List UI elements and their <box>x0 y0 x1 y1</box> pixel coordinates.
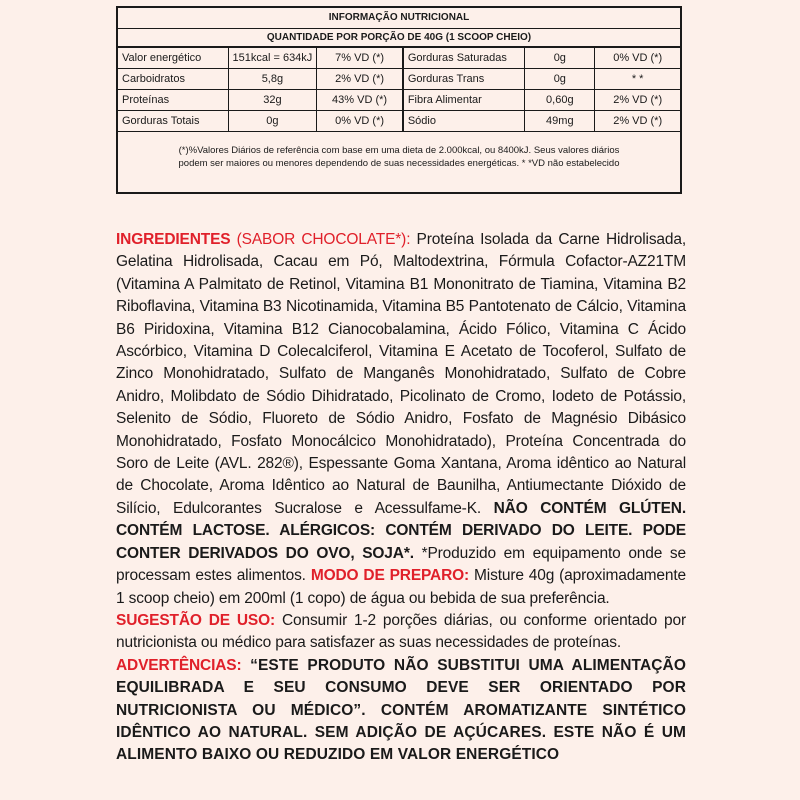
equipment-note: *Produzido em equipamento onde se processam estes alimentos. <box>116 544 686 585</box>
nutrient-amount: 0g <box>525 69 595 90</box>
suggestion-text: Consumir 1-2 porções diárias, ou conforme orientado por nutricionista ou médico para satisfazer as suas necessidades de proteínas. <box>116 611 686 652</box>
nutrient-name: Sódio <box>403 111 525 132</box>
nutrient-daily-value: 2% VD (*) <box>595 90 680 111</box>
nutrition-title: INFORMAÇÃO NUTRICIONAL <box>118 8 680 29</box>
nutrient-amount: 0g <box>228 111 317 132</box>
nutrient-amount: 0g <box>525 48 595 69</box>
nutrient-daily-value: 0% VD (*) <box>317 111 403 132</box>
nutrient-daily-value: 2% VD (*) <box>595 111 680 132</box>
nutrient-daily-value: 0% VD (*) <box>595 48 680 69</box>
footnote-line: (*)%Valores Diários de referência com base em uma dieta de 2.000kcal, ou 8400kJ. Seus valores diários <box>178 145 620 156</box>
nutrition-footnote <box>118 132 680 170</box>
nutrient-daily-value: 43% VD (*) <box>317 90 403 111</box>
nutrient-amount: 5,8g <box>228 69 317 90</box>
nutrient-amount: 32g <box>228 90 317 111</box>
nutrition-grid <box>118 47 680 132</box>
ingredients-heading: INGREDIENTES <box>116 231 231 248</box>
nutrient-daily-value: 7% VD (*) <box>317 48 403 69</box>
nutrient-name: Proteínas <box>118 90 228 111</box>
table-row <box>118 48 680 69</box>
table-row <box>118 90 680 111</box>
nutrient-name: Fibra Alimentar <box>403 90 525 111</box>
nutrient-name: Carboidratos <box>118 69 228 90</box>
preparation-heading: MODO DE PREPARO: <box>310 567 470 585</box>
nutrient-name: Gorduras Saturadas <box>403 48 525 69</box>
nutrient-amount: 0,60g <box>525 90 595 111</box>
allergen-statement: NÃO CONTÉM GLÚTEN. CONTÉM LACTOSE. ALÉRGICOS: CONTÉM DERIVADO DO LEITE. PODE CONTER DERIVADOS DO OVO, SOJA*. <box>116 499 686 562</box>
nutrition-facts-table <box>116 6 682 194</box>
preparation-text: Misture 40g (aproximadamente 1 scoop cheio) em 200ml (1 copo) de água ou bebida de sua preferência. <box>116 567 686 607</box>
nutrient-daily-value: 2% VD (*) <box>317 69 403 90</box>
ingredients-list: Proteína Isolada da Carne Hidrolisada, Gelatina Hidrolisada, Cacau em Pó, Maltodextrina, Fórmula Cofactor-AZ21TM (Vitamina A Palmitato de Retinol, Vitamina B1 Mononitrato de Tiamina, Vitamina B2 Riboflavina, Vitamina B3 Nicotinamida, Vitamina B5 Pantotenato de Cálcio, Vitamina B6 Piridoxina, Vitamina B12 Cianocobalamina, Ácido Fólico, Vitamina C Ácido Ascórbico, Vitamina D Colecalciferol, Vitamina E Acetato de Tocoferol, Sulfato de Zinco Monohidratado, Sulfato de Manganês Monohidratado, Sulfato de Cobre Anidro, Molibdato de Sódio Dihidratado, Picolinato de Cromo, Iodeto de Potássio, Selenito de Sódio, Fluoreto de Sódio Anidro, Fosfato de Magnésio Dibásico Monohidratado, Fosfato Monocálcico Monohidratado), Proteína Concentrada do Soro de Leite (AVL. 282®), Espessante Goma Xantana, Aroma idêntico ao Natural de Chocolate, Aroma Idêntico ao Natural de Baunilha, Antiumectante Dióxido de Silício, Edulcorantes Sucralose e Acessulfame-K. <box>116 231 686 517</box>
warnings-text: “ESTE PRODUTO NÃO SUBSTITUI UMA ALIMENTAÇÃO EQUILIBRADA E SEU CONSUMO DEVE SER ORIENTADO POR NUTRICIONISTA OU MÉDICO”. CONTÉM AROMATIZANTE SINTÉTICO IDÊNTICO AO NATURAL. SEM ADIÇÃO DE AÇÚCARES. ESTE NÃO É UM ALIMENTO BAIXO OU REDUZIDO EM VALOR ENERGÉTICO <box>116 656 686 764</box>
ingredients-section <box>116 229 686 767</box>
flavor-label: (SABOR CHOCOLATE*): <box>230 231 411 248</box>
nutrient-amount: 49mg <box>525 111 595 132</box>
nutrient-name: Valor energético <box>118 48 228 69</box>
nutrition-serving-size: QUANTIDADE POR PORÇÃO DE 40G (1 SCOOP CHEIO) <box>118 29 680 47</box>
warnings-heading: ADVERTÊNCIAS: <box>116 656 242 674</box>
table-row <box>118 69 680 90</box>
nutrient-name: Gorduras Totais <box>118 111 228 132</box>
nutrient-amount: 151kcal = 634kJ <box>228 48 317 69</box>
suggestion-heading: SUGESTÃO DE USO: <box>116 611 276 629</box>
footnote-line: podem ser maiores ou menores dependendo de suas necessidades energéticas. * *VD não estabelecido <box>178 158 620 169</box>
table-row <box>118 111 680 132</box>
nutrient-name: Gorduras Trans <box>403 69 525 90</box>
nutrient-daily-value: * * <box>595 69 680 90</box>
